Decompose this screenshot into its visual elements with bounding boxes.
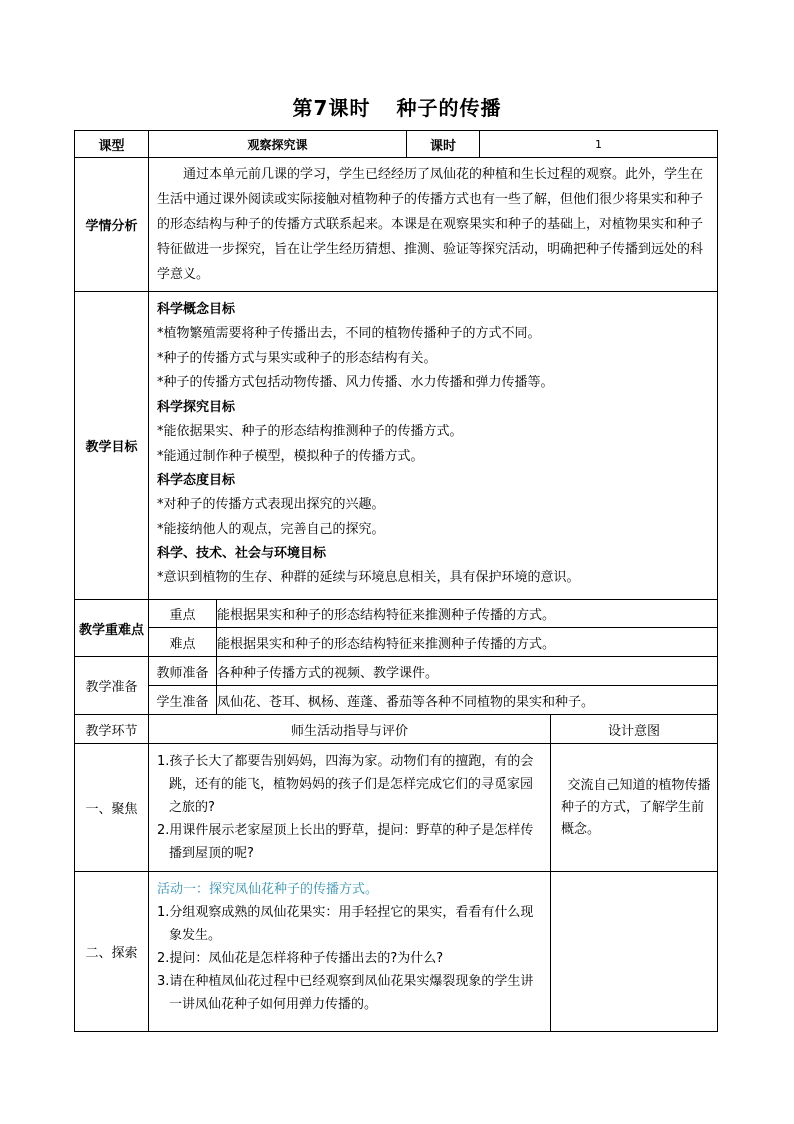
student-prep-row <box>75 686 718 715</box>
goal-item: *能通过制作种子模型，模拟种子的传播方式。 <box>157 448 424 464</box>
stage-step: 2.提问：凤仙花是怎样将种子传播出去的?为什么? <box>157 951 444 966</box>
difficulty-text: 能根据果实和种子的形态结构特征来推测种子传播的方式。 <box>217 628 718 657</box>
stage-row-explore <box>75 872 718 1032</box>
goal-item: *意识到植物的生存、种群的延续与环境息息相关，具有保护环境的意识。 <box>157 570 580 586</box>
goal-item: *种子的传播方式包括动物传播、风力传播、水力传播和弹力传播等。 <box>157 375 554 391</box>
key-points-label: 教学重难点 <box>75 600 149 657</box>
lesson-name: 种子的传播 <box>396 96 502 120</box>
hours-value: 1 <box>480 131 718 158</box>
stage-row-focus <box>75 744 718 872</box>
process-header-row <box>75 715 718 744</box>
type-label: 课型 <box>75 131 149 158</box>
preparation-label: 教学准备 <box>75 657 149 715</box>
page-title <box>0 92 794 121</box>
key-point-label: 重点 <box>149 600 217 628</box>
stage-intent: 交流自己知道的植物传播种子的方式，了解学生前概念。 <box>561 777 711 837</box>
teacher-prep-text: 各种种子传播方式的视频、教学课件。 <box>217 657 718 686</box>
student-prep-text: 凤仙花、苍耳、枫杨、莲蓬、番茄等各种不同植物的果实和种子。 <box>217 686 718 715</box>
difficulty-label: 难点 <box>149 628 217 657</box>
activity-header: 师生活动指导与评价 <box>149 715 551 744</box>
goal-item: *对种子的传播方式表现出探究的兴趣。 <box>157 497 385 513</box>
key-point-text: 能根据果实和种子的形态结构特征来推测种子传播的方式。 <box>217 600 718 628</box>
stage-step: 1.分组观察成熟的凤仙花果实：用手轻捏它的果实，看看有什么现象发生。 <box>157 905 534 943</box>
stage-name: 一、聚焦 <box>75 744 149 872</box>
goals-label: 教学目标 <box>75 292 149 600</box>
difficulty-row <box>75 628 718 657</box>
header-row <box>75 131 718 158</box>
stage-name: 二、探索 <box>75 872 149 1032</box>
goals-content <box>149 294 717 597</box>
stage-step: 3.请在种植凤仙花过程中已经观察到凤仙花果实爆裂现象的学生讲一讲凤仙花种子如何用弹力传播的。 <box>157 974 534 1012</box>
goal-item: *能依据果实、种子的形态结构推测种子的传播方式。 <box>157 423 463 439</box>
stage-steps <box>149 872 550 1022</box>
stage-header: 教学环节 <box>75 715 149 744</box>
teacher-prep-label: 教师准备 <box>149 657 217 686</box>
activity-title: 活动一：探究凤仙花种子的传播方式。 <box>157 882 379 897</box>
analysis-row <box>75 158 718 292</box>
goal-item: *植物繁殖需要将种子传播出去，不同的植物传播种子的方式不同。 <box>157 326 541 342</box>
goal-heading: 科学概念目标 <box>157 302 236 318</box>
type-value: 观察探究课 <box>149 131 407 158</box>
student-prep-label: 学生准备 <box>149 686 217 715</box>
goal-heading: 科学态度目标 <box>157 473 236 489</box>
teacher-prep-row <box>75 657 718 686</box>
lesson-number: 第7课时 <box>292 96 371 120</box>
goals-row <box>75 292 718 600</box>
lesson-plan-table <box>74 130 718 1032</box>
goal-heading: 科学、技术、社会与环境目标 <box>157 546 327 562</box>
analysis-text: 通过本单元前几课的学习，学生已经经历了凤仙花的种植和生长过程的观察。此外，学生在生活中通过课外阅读或实际接触对植物种子的传播方式也有一些了解，但他们很少将果实和种子的形态结构与种子的传播方式联系起来。本课是在观察果实和种子的基础上，对植物果实和种子特征做进一步探究，旨在让学生经历猜想、推测、验证等探究活动，明确把种子传播到远处的科学意义。 <box>157 167 704 282</box>
intent-header: 设计意图 <box>551 715 718 744</box>
stage-steps <box>149 744 550 871</box>
stage-step: 2.用课件展示老家屋顶上长出的野草，提问：野草的种子是怎样传播到屋顶的呢? <box>157 823 534 861</box>
stage-intent <box>551 948 717 956</box>
goal-item: *种子的传播方式与果实或种子的形态结构有关。 <box>157 350 437 366</box>
stage-step: 1.孩子长大了都要告别妈妈，四海为家。动物们有的擅跑，有的会跳，还有的能飞，植物妈妈的孩子们是怎样完成它们的寻觅家园之旅的? <box>157 754 534 815</box>
hours-label: 课时 <box>407 131 480 158</box>
key-point-row <box>75 600 718 628</box>
goal-heading: 科学探究目标 <box>157 399 236 415</box>
goal-item: *能接纳他人的观点，完善自己的探究。 <box>157 521 385 537</box>
analysis-label: 学情分析 <box>75 158 149 292</box>
